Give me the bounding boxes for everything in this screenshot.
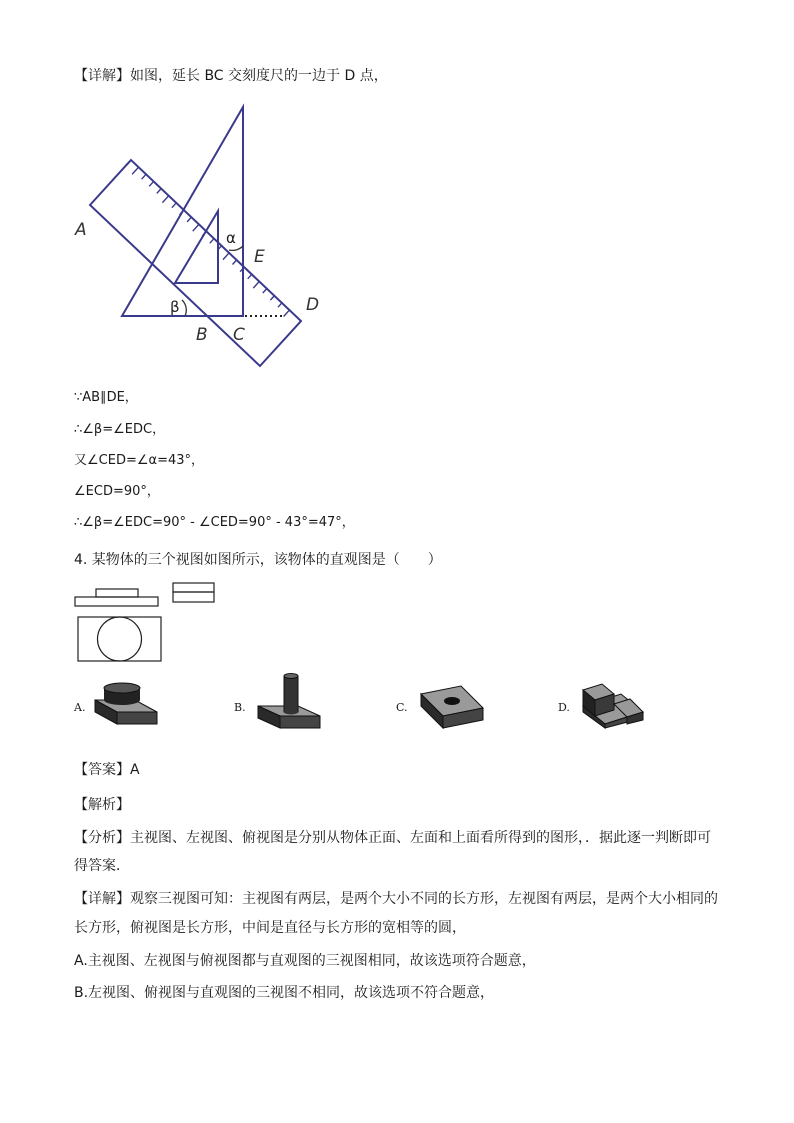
front-view-top <box>96 589 138 597</box>
label-B: B <box>196 325 208 345</box>
detail-intro: 【详解】如图，延长 BC 交刻度尺的一边于 D 点， <box>74 68 388 84</box>
option-b-explanation: B.左视图、俯视图与直观图的三视图不相同，故该选项不符合题意， <box>74 985 495 1001</box>
side-view-top <box>173 583 214 592</box>
option-a-explanation: A.主视图、左视图与俯视图都与直观图的三视图相同，故该选项符合题意， <box>74 953 536 969</box>
analysis-title: 【解析】 <box>74 797 130 813</box>
label-alpha: α <box>226 229 236 247</box>
label-D: D <box>306 295 320 315</box>
choice-c-label: C. <box>396 701 408 714</box>
analysis-line-1: 【分析】主视图、左视图、俯视图是分别从物体正面、左面和上面看所得到的图形，．据此逐一判断即可 <box>74 830 711 846</box>
tall-rod-on-block-icon[interactable] <box>252 668 324 730</box>
beta-arc <box>182 300 186 316</box>
analysis-line-2: 得答案． <box>74 858 130 874</box>
top-view-circle <box>98 617 142 661</box>
label-A: A <box>75 220 87 240</box>
step-2: ∴∠β=∠EDC， <box>74 422 166 437</box>
cylinder-on-block-icon[interactable] <box>90 678 160 728</box>
stepped-block-icon[interactable] <box>578 672 648 730</box>
detail-line-1: 【详解】观察三视图可知：主视图有两层，是两个大小不同的长方形，左视图有两层，是两个大小相同的 <box>74 891 718 907</box>
choice-a-label: A. <box>74 701 86 714</box>
label-E: E <box>254 247 265 267</box>
step-1: ∵AB∥DE， <box>74 390 138 405</box>
step-3: 又∠CED=∠α=43°， <box>74 453 205 468</box>
front-view-base <box>75 597 158 606</box>
step-5: ∴∠β=∠EDC=90° - ∠CED=90° - 43°=47°， <box>74 515 355 530</box>
step-4: ∠ECD=90°， <box>74 484 160 499</box>
label-C: C <box>233 325 245 345</box>
block-with-hole-icon[interactable] <box>416 682 486 730</box>
side-view-base <box>173 592 214 602</box>
detail-line-2: 长方形，俯视图是长方形，中间是直径与长方形的宽相等的圆， <box>74 920 466 936</box>
label-beta: β <box>170 298 180 316</box>
ruler-triangle-figure <box>70 100 330 370</box>
question-4: 4. 某物体的三个视图如图所示，该物体的直观图是（ ） <box>74 552 442 568</box>
top-view-rect <box>78 617 161 661</box>
three-views-figure <box>70 578 220 666</box>
choice-b-label: B. <box>234 701 246 714</box>
answer: 【答案】A <box>74 762 140 778</box>
choice-d-label: D. <box>558 701 570 714</box>
ruler-ticks <box>127 160 290 317</box>
